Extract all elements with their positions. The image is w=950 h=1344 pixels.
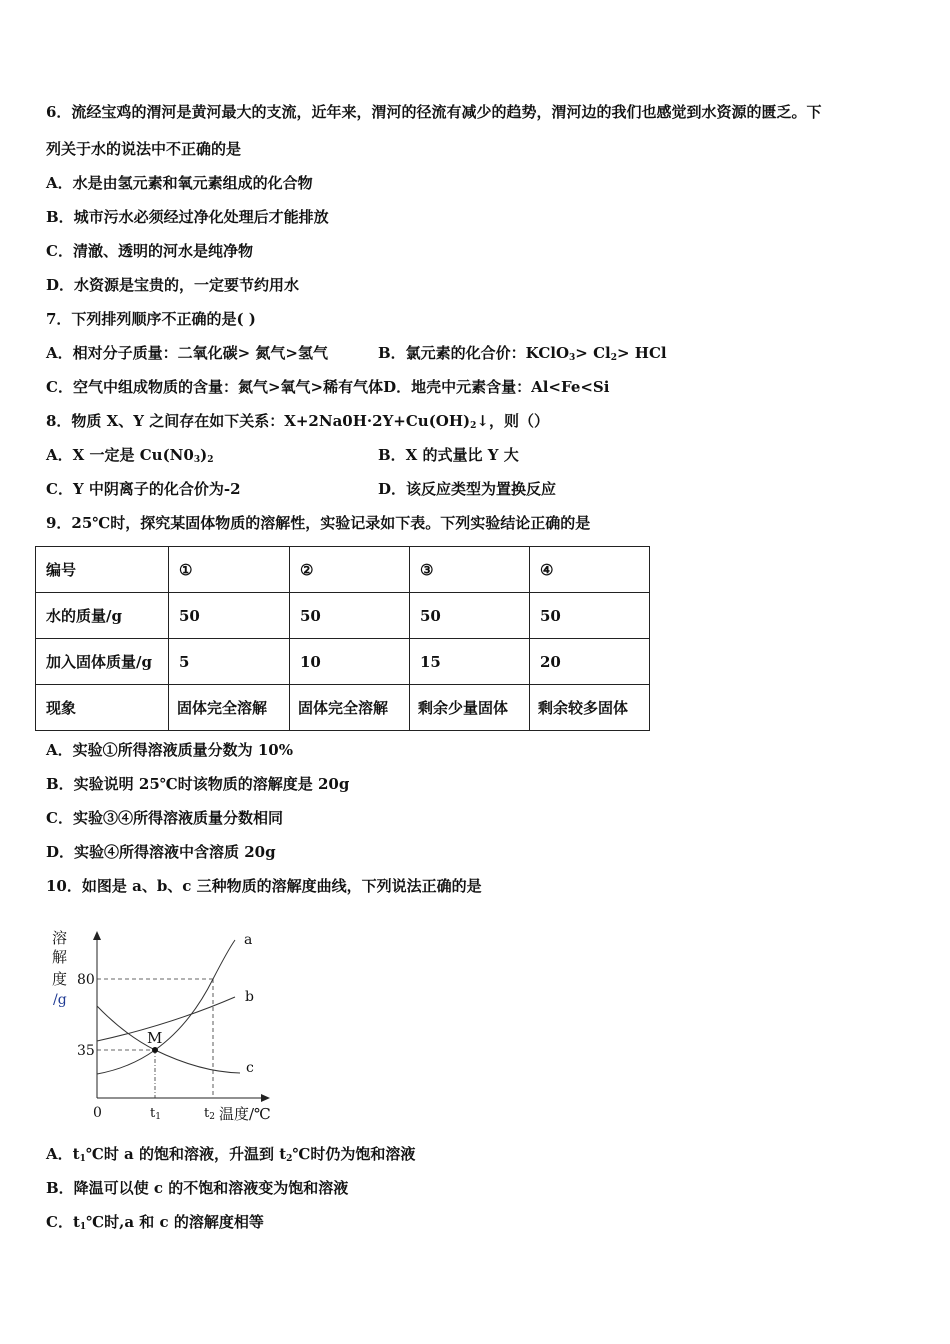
table-cell: 10: [290, 639, 410, 685]
q9-option-a: A．实验①所得溶液质量分数为 10%: [46, 741, 293, 759]
table-cell: 50: [530, 593, 650, 639]
table-row: [36, 685, 650, 731]
q8-option-b: B．X 的式量比 Y 大: [378, 446, 519, 464]
q6-option-c: C．清澈、透明的河水是纯净物: [46, 242, 253, 260]
table-cell: 剩余少量固体: [410, 685, 530, 731]
q9-option-c: C．实验③④所得溶液质量分数相同: [46, 809, 283, 827]
q9-option-b: B．实验说明 25℃时该物质的溶解度是 20g: [46, 775, 350, 793]
x-tick-origin: 0: [93, 1105, 102, 1121]
q8-option-a: A．X 一定是 $Cu(N0_3)_2$: [46, 446, 214, 465]
curve-a-label: a: [244, 932, 253, 948]
q8-option-c: C．Y 中阴离子的化合价为-2: [46, 480, 241, 498]
y-axis-arrow-icon: [93, 931, 101, 940]
table-cell: 剩余较多固体: [530, 685, 650, 731]
table-cell: 加入固体质量/g: [36, 639, 169, 685]
q6-option-a: A．水是由氢元素和氧元素组成的化合物: [46, 174, 313, 192]
q7-option-b: B．氯元素的化合价：KClO$_3$> $Cl_2>$ HCl: [378, 344, 667, 363]
x-tick-t2: t2: [204, 1106, 215, 1122]
x-axis-arrow-icon: [261, 1094, 270, 1102]
q7-stem: 7．下列排列顺序不正确的是( ): [46, 310, 256, 328]
q10-option-a: A．$t_1℃$时 a 的饱和溶液，升温到 $t_2℃$时仍为饱和溶液: [46, 1145, 416, 1164]
curve-c-label: c: [246, 1060, 254, 1076]
table-row: [36, 547, 650, 593]
table-cell: 50: [169, 593, 290, 639]
y-tick-80: 80: [77, 972, 95, 988]
table-cell: 50: [290, 593, 410, 639]
table-cell: 5: [169, 639, 290, 685]
ylabel-char-2: 解: [52, 948, 68, 966]
q6-stem-line1: 6．流经宝鸡的渭河是黄河最大的支流，近年来，渭河的径流有减少的趋势，渭河边的我们也感觉到水资源的匮乏。下: [46, 103, 822, 121]
ylabel-char-1: 溶: [52, 929, 68, 947]
q7-option-c-d: C．空气中组成物质的含量：氮气>氧气>稀有气体D．地壳中元素含量：Al<Fe<Si: [46, 378, 610, 396]
solubility-curve-chart: [40, 920, 290, 1130]
table-cell: 50: [410, 593, 530, 639]
curve-b-label: b: [245, 989, 254, 1005]
table-cell: ②: [290, 547, 410, 593]
table-cell: 编号: [36, 547, 169, 593]
table-row: [36, 593, 650, 639]
q7-option-a: A．相对分子质量：二氧化碳> 氮气>氢气: [46, 344, 328, 362]
q6-option-b: B．城市污水必须经过净化处理后才能排放: [46, 208, 329, 226]
point-m: [152, 1047, 158, 1053]
ylabel-unit: /g: [53, 992, 67, 1008]
curve-b: [97, 997, 235, 1041]
q6-stem-line2: 列关于水的说法中不正确的是: [46, 140, 242, 158]
q10-stem: 10．如图是 a、b、c 三种物质的溶解度曲线，下列说法正确的是: [46, 877, 482, 895]
table-cell: ③: [410, 547, 530, 593]
q8-stem: 8．物质 X、Y 之间存在如下关系：$X+2Na0H\cdot 2Y+Cu(OH)_2↓$，则（）: [46, 412, 549, 431]
table-row: [36, 639, 650, 685]
table-cell: 20: [530, 639, 650, 685]
q9-stem: 9．25℃时，探究某固体物质的溶解性，实验记录如下表。下列实验结论正确的是: [46, 514, 591, 532]
experiment-table: [35, 546, 650, 731]
q9-option-d: D．实验④所得溶液中含溶质 20g: [46, 843, 276, 861]
table-cell: 固体完全溶解: [169, 685, 290, 731]
q10-option-b: B．降温可以使 c 的不饱和溶液变为饱和溶液: [46, 1179, 349, 1197]
table-cell: 水的质量/g: [36, 593, 169, 639]
table-cell: ④: [530, 547, 650, 593]
x-axis-label: 温度/℃: [219, 1105, 271, 1123]
table-cell: ①: [169, 547, 290, 593]
curve-a: [97, 940, 235, 1074]
ylabel-char-3: 度: [52, 970, 68, 988]
y-tick-35: 35: [77, 1043, 95, 1059]
q10-option-c: C．$t_1℃$时,a 和 c 的溶解度相等: [46, 1213, 264, 1232]
point-m-label: M: [147, 1029, 163, 1047]
q8-option-d: D．该反应类型为置换反应: [378, 480, 557, 498]
x-tick-t1: t1: [150, 1106, 161, 1122]
table-cell: 固体完全溶解: [290, 685, 410, 731]
table-cell: 现象: [36, 685, 169, 731]
q6-option-d: D．水资源是宝贵的，一定要节约用水: [46, 276, 300, 294]
table-cell: 15: [410, 639, 530, 685]
